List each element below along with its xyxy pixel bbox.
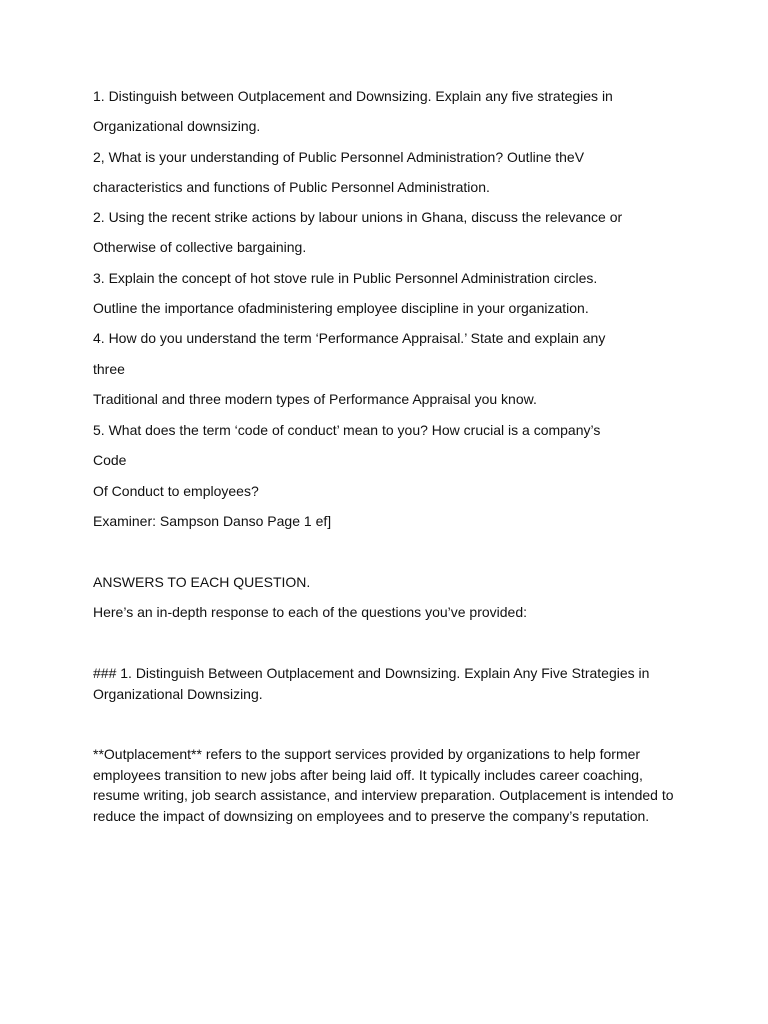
question-5-line-2: Code <box>93 452 127 468</box>
question-1-line-2: Organizational downsizing. <box>93 118 261 134</box>
answers-intro: Here’s an in-depth response to each of the questions you’ve provided: <box>93 604 528 620</box>
question-4-line-3: Traditional and three modern types of Performance Appraisal you know. <box>93 391 537 407</box>
question-1-line-1: 1. Distinguish between Outplacement and Downsizing. Explain any five strategies in <box>93 88 613 104</box>
answer-1-heading: ### 1. Distinguish Between Outplacement and Downsizing. Explain Any Five Strategies in Organizational Downsizing. <box>93 665 650 702</box>
question-5-line-1: 5. What does the term ‘code of conduct’ mean to you? How crucial is a company’s <box>93 422 601 438</box>
question-2b-line-2: Otherwise of collective bargaining. <box>93 239 307 255</box>
question-5-line-3: Of Conduct to employees? <box>93 483 259 499</box>
document-page <box>93 0 678 1024</box>
question-2a-line-1: 2, What is your understanding of Public Personnel Administration? Outline theV <box>93 149 585 165</box>
answers-heading: ANSWERS TO EACH QUESTION. <box>93 574 311 590</box>
examiner-footer: Examiner: Sampson Danso Page 1 ef] <box>93 513 332 529</box>
question-2a-line-2: characteristics and functions of Public Personnel Administration. <box>93 179 490 195</box>
question-2b-line-1: 2. Using the recent strike actions by labour unions in Ghana, discuss the relevance or <box>93 209 623 225</box>
question-4-line-1: 4. How do you understand the term ‘Performance Appraisal.’ State and explain any <box>93 330 606 346</box>
question-4-line-2: three <box>93 361 125 377</box>
question-3-line-1: 3. Explain the concept of hot stove rule in Public Personnel Administration circles. <box>93 270 598 286</box>
outplacement-paragraph: **Outplacement** refers to the support services provided by organizations to help former employees transition to new jobs after being laid off. It typically includes career coaching, resume writing, job search assistance, and interview preparation. Outplacement is intended to reduce the impact of downsizing on employees and to preserve the company’s reputation. <box>93 746 674 824</box>
question-3-line-2: Outline the importance ofadministering employee discipline in your organization. <box>93 300 589 316</box>
